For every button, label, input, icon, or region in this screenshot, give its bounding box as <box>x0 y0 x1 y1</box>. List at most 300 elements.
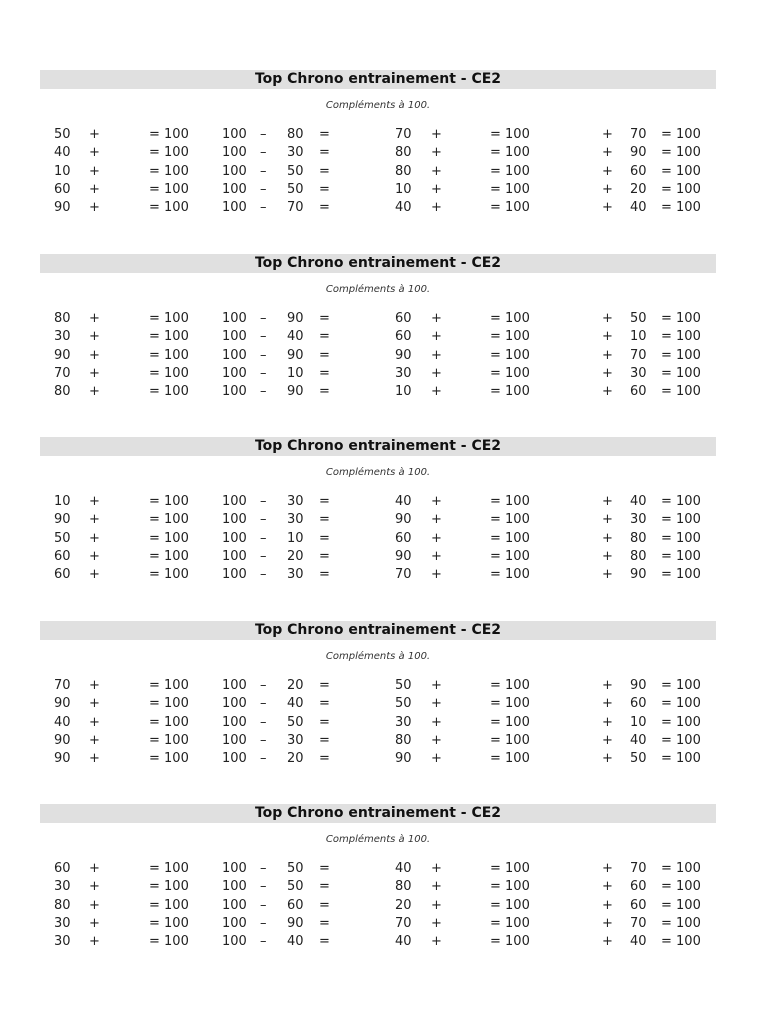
operand-c: 80 <box>395 732 412 748</box>
hundred-value: 100 <box>222 494 247 509</box>
plus-sign: + <box>602 696 613 712</box>
operand-a: 90 <box>54 347 71 363</box>
operand-d: 70 <box>630 347 647 363</box>
hundred-value: 100 <box>222 567 247 583</box>
operand-a: 10 <box>54 494 71 509</box>
block-subtitle: Compléments à 100. <box>325 100 431 111</box>
exercise-row <box>40 511 716 529</box>
equals-sign: = <box>319 696 330 712</box>
hundred-value: 100 <box>222 181 247 197</box>
plus-sign: + <box>89 512 100 528</box>
equals-sign: = <box>319 145 330 161</box>
equals-100: = 100 <box>661 548 701 564</box>
operand-d: 40 <box>630 934 647 950</box>
minus-sign: – <box>260 732 267 748</box>
equals-100: = 100 <box>490 512 530 528</box>
operand-d: 60 <box>630 696 647 712</box>
hundred-value: 100 <box>222 548 247 564</box>
exercise-rows <box>40 860 716 951</box>
plus-sign: + <box>89 879 100 895</box>
equals-100: = 100 <box>490 530 530 546</box>
operand-a: 60 <box>54 548 71 564</box>
equals-100: = 100 <box>149 494 189 509</box>
plus-sign: + <box>431 163 442 179</box>
equals-100: = 100 <box>661 732 701 748</box>
minus-sign: – <box>260 329 267 345</box>
plus-sign: + <box>602 861 613 876</box>
operand-b: 20 <box>287 678 304 693</box>
operand-d: 30 <box>630 365 647 381</box>
plus-sign: + <box>431 861 442 876</box>
operand-b: 30 <box>287 512 304 528</box>
operand-b: 90 <box>287 347 304 363</box>
operand-b: 90 <box>287 384 304 400</box>
equals-100: = 100 <box>661 897 701 913</box>
equals-100: = 100 <box>149 861 189 876</box>
hundred-value: 100 <box>222 678 247 693</box>
exercise-block <box>40 254 716 401</box>
equals-sign: = <box>319 512 330 528</box>
hundred-value: 100 <box>222 365 247 381</box>
plus-sign: + <box>602 200 613 216</box>
equals-100: = 100 <box>490 329 530 345</box>
operand-c: 70 <box>395 567 412 583</box>
equals-100: = 100 <box>661 751 701 767</box>
exercise-row <box>40 126 716 144</box>
operand-d: 80 <box>630 530 647 546</box>
equals-100: = 100 <box>149 365 189 381</box>
operand-a: 60 <box>54 567 71 583</box>
minus-sign: – <box>260 548 267 564</box>
operand-a: 60 <box>54 861 71 876</box>
plus-sign: + <box>602 751 613 767</box>
operand-b: 40 <box>287 934 304 950</box>
exercise-row <box>40 566 716 584</box>
plus-sign: + <box>89 145 100 161</box>
operand-d: 60 <box>630 163 647 179</box>
operand-c: 40 <box>395 934 412 950</box>
plus-sign: + <box>602 567 613 583</box>
equals-100: = 100 <box>149 732 189 748</box>
operand-c: 60 <box>395 329 412 345</box>
equals-100: = 100 <box>149 311 189 326</box>
equals-100: = 100 <box>661 384 701 400</box>
exercise-block <box>40 804 716 951</box>
minus-sign: – <box>260 200 267 216</box>
minus-sign: – <box>260 365 267 381</box>
equals-sign: = <box>319 567 330 583</box>
equals-sign: = <box>319 879 330 895</box>
equals-100: = 100 <box>661 934 701 950</box>
equals-sign: = <box>319 329 330 345</box>
exercise-row <box>40 732 716 750</box>
minus-sign: – <box>260 311 267 326</box>
equals-100: = 100 <box>490 678 530 693</box>
equals-100: = 100 <box>149 548 189 564</box>
plus-sign: + <box>89 530 100 546</box>
equals-100: = 100 <box>149 879 189 895</box>
hundred-value: 100 <box>222 311 247 326</box>
minus-sign: – <box>260 751 267 767</box>
plus-sign: + <box>431 879 442 895</box>
plus-sign: + <box>602 145 613 161</box>
plus-sign: + <box>431 548 442 564</box>
operand-d: 50 <box>630 751 647 767</box>
block-title: Top Chrono entrainement - CE2 <box>40 804 716 823</box>
exercise-row <box>40 530 716 548</box>
plus-sign: + <box>89 861 100 876</box>
hundred-value: 100 <box>222 347 247 363</box>
operand-a: 50 <box>54 127 71 142</box>
operand-a: 80 <box>54 897 71 913</box>
exercise-row <box>40 347 716 365</box>
operand-a: 30 <box>54 329 71 345</box>
equals-100: = 100 <box>149 567 189 583</box>
exercise-row <box>40 878 716 896</box>
exercise-row <box>40 493 716 511</box>
plus-sign: + <box>431 915 442 931</box>
equals-sign: = <box>319 347 330 363</box>
minus-sign: – <box>260 714 267 730</box>
plus-sign: + <box>602 678 613 693</box>
minus-sign: – <box>260 915 267 931</box>
equals-100: = 100 <box>661 127 701 142</box>
equals-100: = 100 <box>149 347 189 363</box>
equals-sign: = <box>319 861 330 876</box>
operand-c: 80 <box>395 879 412 895</box>
plus-sign: + <box>89 365 100 381</box>
exercise-row <box>40 144 716 162</box>
block-subtitle: Compléments à 100. <box>325 834 431 845</box>
plus-sign: + <box>602 384 613 400</box>
plus-sign: + <box>431 145 442 161</box>
operand-d: 10 <box>630 329 647 345</box>
equals-sign: = <box>319 200 330 216</box>
operand-a: 80 <box>54 311 71 326</box>
equals-100: = 100 <box>490 696 530 712</box>
plus-sign: + <box>431 311 442 326</box>
operand-b: 20 <box>287 751 304 767</box>
operand-c: 80 <box>395 145 412 161</box>
plus-sign: + <box>89 311 100 326</box>
equals-100: = 100 <box>490 732 530 748</box>
operand-d: 20 <box>630 181 647 197</box>
operand-c: 40 <box>395 494 412 509</box>
operand-c: 30 <box>395 365 412 381</box>
operand-b: 30 <box>287 494 304 509</box>
hundred-value: 100 <box>222 200 247 216</box>
operand-d: 60 <box>630 897 647 913</box>
plus-sign: + <box>431 494 442 509</box>
operand-a: 70 <box>54 365 71 381</box>
operand-b: 30 <box>287 145 304 161</box>
plus-sign: + <box>89 494 100 509</box>
hundred-value: 100 <box>222 861 247 876</box>
equals-100: = 100 <box>490 200 530 216</box>
plus-sign: + <box>89 548 100 564</box>
operand-a: 90 <box>54 751 71 767</box>
operand-b: 90 <box>287 311 304 326</box>
minus-sign: – <box>260 934 267 950</box>
minus-sign: – <box>260 512 267 528</box>
equals-100: = 100 <box>661 494 701 509</box>
equals-100: = 100 <box>490 915 530 931</box>
operand-a: 30 <box>54 934 71 950</box>
minus-sign: – <box>260 879 267 895</box>
exercise-row <box>40 548 716 566</box>
equals-sign: = <box>319 751 330 767</box>
equals-sign: = <box>319 732 330 748</box>
equals-100: = 100 <box>661 181 701 197</box>
minus-sign: – <box>260 127 267 142</box>
hundred-value: 100 <box>222 732 247 748</box>
plus-sign: + <box>602 329 613 345</box>
operand-b: 60 <box>287 897 304 913</box>
plus-sign: + <box>602 347 613 363</box>
plus-sign: + <box>89 127 100 142</box>
operand-a: 40 <box>54 714 71 730</box>
hundred-value: 100 <box>222 127 247 142</box>
operand-b: 30 <box>287 732 304 748</box>
operand-d: 60 <box>630 879 647 895</box>
plus-sign: + <box>431 678 442 693</box>
plus-sign: + <box>89 934 100 950</box>
plus-sign: + <box>602 732 613 748</box>
equals-100: = 100 <box>661 861 701 876</box>
plus-sign: + <box>602 530 613 546</box>
minus-sign: – <box>260 567 267 583</box>
plus-sign: + <box>89 678 100 693</box>
operand-c: 70 <box>395 915 412 931</box>
plus-sign: + <box>602 181 613 197</box>
plus-sign: + <box>431 200 442 216</box>
equals-100: = 100 <box>149 512 189 528</box>
equals-100: = 100 <box>661 512 701 528</box>
equals-100: = 100 <box>490 181 530 197</box>
minus-sign: – <box>260 181 267 197</box>
block-title: Top Chrono entrainement - CE2 <box>40 254 716 273</box>
equals-100: = 100 <box>661 530 701 546</box>
hundred-value: 100 <box>222 897 247 913</box>
operand-a: 60 <box>54 181 71 197</box>
operand-c: 60 <box>395 530 412 546</box>
equals-100: = 100 <box>149 329 189 345</box>
operand-d: 90 <box>630 567 647 583</box>
plus-sign: + <box>431 365 442 381</box>
plus-sign: + <box>602 915 613 931</box>
equals-100: = 100 <box>661 915 701 931</box>
plus-sign: + <box>431 567 442 583</box>
equals-sign: = <box>319 678 330 693</box>
equals-100: = 100 <box>490 897 530 913</box>
equals-100: = 100 <box>149 915 189 931</box>
operand-b: 50 <box>287 163 304 179</box>
plus-sign: + <box>89 347 100 363</box>
plus-sign: + <box>431 934 442 950</box>
plus-sign: + <box>89 696 100 712</box>
plus-sign: + <box>89 163 100 179</box>
equals-sign: = <box>319 897 330 913</box>
equals-100: = 100 <box>149 714 189 730</box>
operand-d: 40 <box>630 494 647 509</box>
exercise-row <box>40 163 716 181</box>
hundred-value: 100 <box>222 384 247 400</box>
minus-sign: – <box>260 897 267 913</box>
exercise-row <box>40 915 716 933</box>
plus-sign: + <box>89 181 100 197</box>
equals-100: = 100 <box>661 567 701 583</box>
plus-sign: + <box>431 696 442 712</box>
operand-b: 30 <box>287 567 304 583</box>
exercise-row <box>40 860 716 878</box>
equals-100: = 100 <box>490 365 530 381</box>
hundred-value: 100 <box>222 879 247 895</box>
operand-c: 80 <box>395 163 412 179</box>
equals-100: = 100 <box>490 311 530 326</box>
operand-d: 40 <box>630 732 647 748</box>
equals-100: = 100 <box>149 934 189 950</box>
plus-sign: + <box>602 934 613 950</box>
exercise-block <box>40 70 716 217</box>
equals-sign: = <box>319 934 330 950</box>
exercise-row <box>40 181 716 199</box>
plus-sign: + <box>602 365 613 381</box>
operand-d: 70 <box>630 127 647 142</box>
operand-c: 60 <box>395 311 412 326</box>
exercise-row <box>40 897 716 915</box>
operand-d: 70 <box>630 915 647 931</box>
equals-100: = 100 <box>490 567 530 583</box>
exercise-row <box>40 677 716 695</box>
plus-sign: + <box>602 897 613 913</box>
plus-sign: + <box>431 714 442 730</box>
plus-sign: + <box>431 127 442 142</box>
equals-100: = 100 <box>149 696 189 712</box>
equals-100: = 100 <box>490 127 530 142</box>
plus-sign: + <box>431 530 442 546</box>
equals-100: = 100 <box>490 347 530 363</box>
equals-100: = 100 <box>149 163 189 179</box>
operand-d: 70 <box>630 861 647 876</box>
equals-100: = 100 <box>490 145 530 161</box>
plus-sign: + <box>602 548 613 564</box>
operand-b: 10 <box>287 530 304 546</box>
equals-100: = 100 <box>490 879 530 895</box>
exercise-row <box>40 310 716 328</box>
minus-sign: – <box>260 347 267 363</box>
operand-c: 90 <box>395 548 412 564</box>
operand-d: 30 <box>630 512 647 528</box>
equals-100: = 100 <box>661 365 701 381</box>
exercise-row <box>40 750 716 768</box>
operand-b: 50 <box>287 861 304 876</box>
minus-sign: – <box>260 384 267 400</box>
equals-100: = 100 <box>661 329 701 345</box>
exercise-row <box>40 933 716 951</box>
equals-100: = 100 <box>490 384 530 400</box>
minus-sign: – <box>260 145 267 161</box>
plus-sign: + <box>89 714 100 730</box>
operand-a: 80 <box>54 384 71 400</box>
operand-c: 20 <box>395 897 412 913</box>
operand-c: 50 <box>395 696 412 712</box>
operand-a: 90 <box>54 200 71 216</box>
exercise-block <box>40 621 716 768</box>
plus-sign: + <box>89 384 100 400</box>
exercise-rows <box>40 493 716 584</box>
plus-sign: + <box>602 714 613 730</box>
exercise-rows <box>40 677 716 768</box>
plus-sign: + <box>431 181 442 197</box>
plus-sign: + <box>602 512 613 528</box>
equals-sign: = <box>319 127 330 142</box>
operand-a: 90 <box>54 696 71 712</box>
block-subtitle: Compléments à 100. <box>325 651 431 662</box>
plus-sign: + <box>89 897 100 913</box>
exercise-row <box>40 695 716 713</box>
operand-c: 90 <box>395 751 412 767</box>
operand-d: 90 <box>630 678 647 693</box>
operand-a: 90 <box>54 512 71 528</box>
operand-a: 40 <box>54 145 71 161</box>
operand-c: 70 <box>395 127 412 142</box>
operand-d: 50 <box>630 311 647 326</box>
plus-sign: + <box>431 751 442 767</box>
minus-sign: – <box>260 163 267 179</box>
operand-b: 50 <box>287 181 304 197</box>
hundred-value: 100 <box>222 145 247 161</box>
equals-sign: = <box>319 548 330 564</box>
operand-c: 40 <box>395 200 412 216</box>
plus-sign: + <box>89 200 100 216</box>
plus-sign: + <box>89 732 100 748</box>
equals-sign: = <box>319 163 330 179</box>
equals-100: = 100 <box>490 751 530 767</box>
minus-sign: – <box>260 861 267 876</box>
operand-a: 10 <box>54 163 71 179</box>
exercise-row <box>40 714 716 732</box>
block-title: Top Chrono entrainement - CE2 <box>40 70 716 89</box>
equals-100: = 100 <box>661 678 701 693</box>
equals-100: = 100 <box>490 934 530 950</box>
operand-b: 80 <box>287 127 304 142</box>
operand-b: 40 <box>287 329 304 345</box>
equals-100: = 100 <box>661 145 701 161</box>
equals-100: = 100 <box>661 714 701 730</box>
equals-sign: = <box>319 494 330 509</box>
operand-a: 70 <box>54 678 71 693</box>
operand-c: 30 <box>395 714 412 730</box>
equals-sign: = <box>319 530 330 546</box>
exercise-block <box>40 437 716 584</box>
operand-a: 50 <box>54 530 71 546</box>
equals-100: = 100 <box>149 530 189 546</box>
equals-sign: = <box>319 714 330 730</box>
equals-100: = 100 <box>490 861 530 876</box>
equals-100: = 100 <box>490 548 530 564</box>
block-title: Top Chrono entrainement - CE2 <box>40 621 716 640</box>
equals-sign: = <box>319 311 330 326</box>
operand-b: 50 <box>287 879 304 895</box>
operand-c: 40 <box>395 861 412 876</box>
exercise-row <box>40 199 716 217</box>
equals-sign: = <box>319 365 330 381</box>
minus-sign: – <box>260 494 267 509</box>
operand-d: 40 <box>630 200 647 216</box>
equals-100: = 100 <box>661 311 701 326</box>
plus-sign: + <box>89 751 100 767</box>
operand-d: 60 <box>630 384 647 400</box>
